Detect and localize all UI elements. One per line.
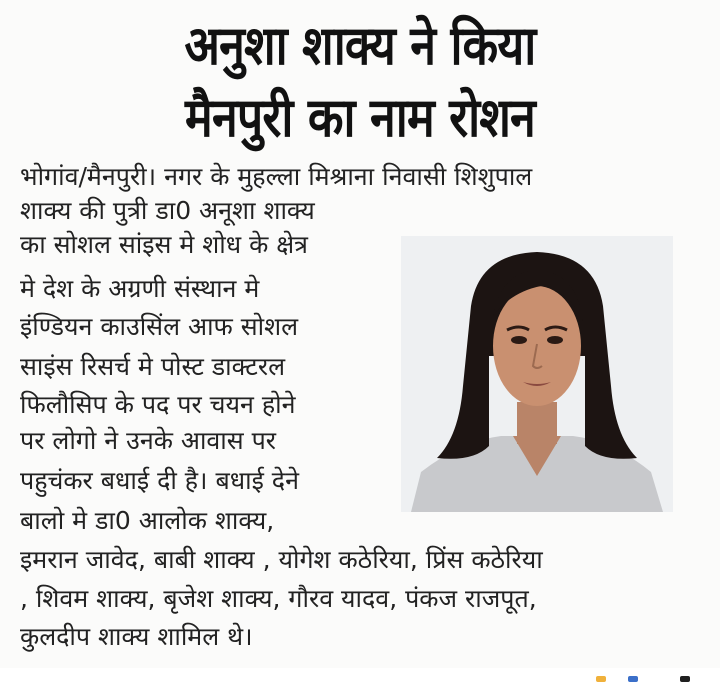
headline-line-2: मैनपुरी का नाम रोशन: [185, 86, 535, 149]
bottom-strip: [0, 668, 720, 685]
article-line: पहुचंकर बधाई दी है। बधाई देने: [20, 466, 299, 495]
article-line: पर लोगो ने उनके आवास पर: [20, 426, 277, 455]
article-line: कुलदीप शाक्य शामिल थे।: [20, 622, 253, 651]
article-line: बालो मे डा0 आलोक शाक्य,: [20, 506, 275, 535]
portrait-illustration: [401, 236, 673, 512]
article-line: का सोशल सांइस मे शोध के क्षेत्र: [20, 230, 308, 259]
article-line: फिलौसिप के पद पर चयन होने: [20, 390, 296, 419]
portrait-photo: [401, 236, 673, 512]
decorative-dot: [628, 676, 638, 682]
decorative-dot: [596, 676, 606, 682]
headline-line-1: अनुशा शाक्य ने किया: [184, 14, 536, 77]
article-line: मे देश के अग्रणी संस्थान मे: [20, 274, 260, 303]
article-line: इंण्डियन काउसिंल आफ सोशल: [20, 312, 299, 341]
article-line: शाक्य की पुत्री डा0 अनूशा शाक्य: [20, 196, 315, 225]
article-line: , शिवम शाक्य, बृजेश शाक्य, गौरव यादव, पंकज राजपूत,: [20, 584, 537, 613]
article-line: साइंस रिसर्च मे पोस्ट डाक्टरल: [20, 352, 286, 381]
article-line: भोगांव/मैनपुरी। नगर के मुहल्ला मिश्राना निवासी शिशुपाल: [20, 162, 533, 191]
article-line: इमरान जावेद, बाबी शाक्य , योगेश कठेरिया, प्रिंस कठेरिया: [20, 545, 543, 574]
decorative-dot: [680, 676, 690, 682]
